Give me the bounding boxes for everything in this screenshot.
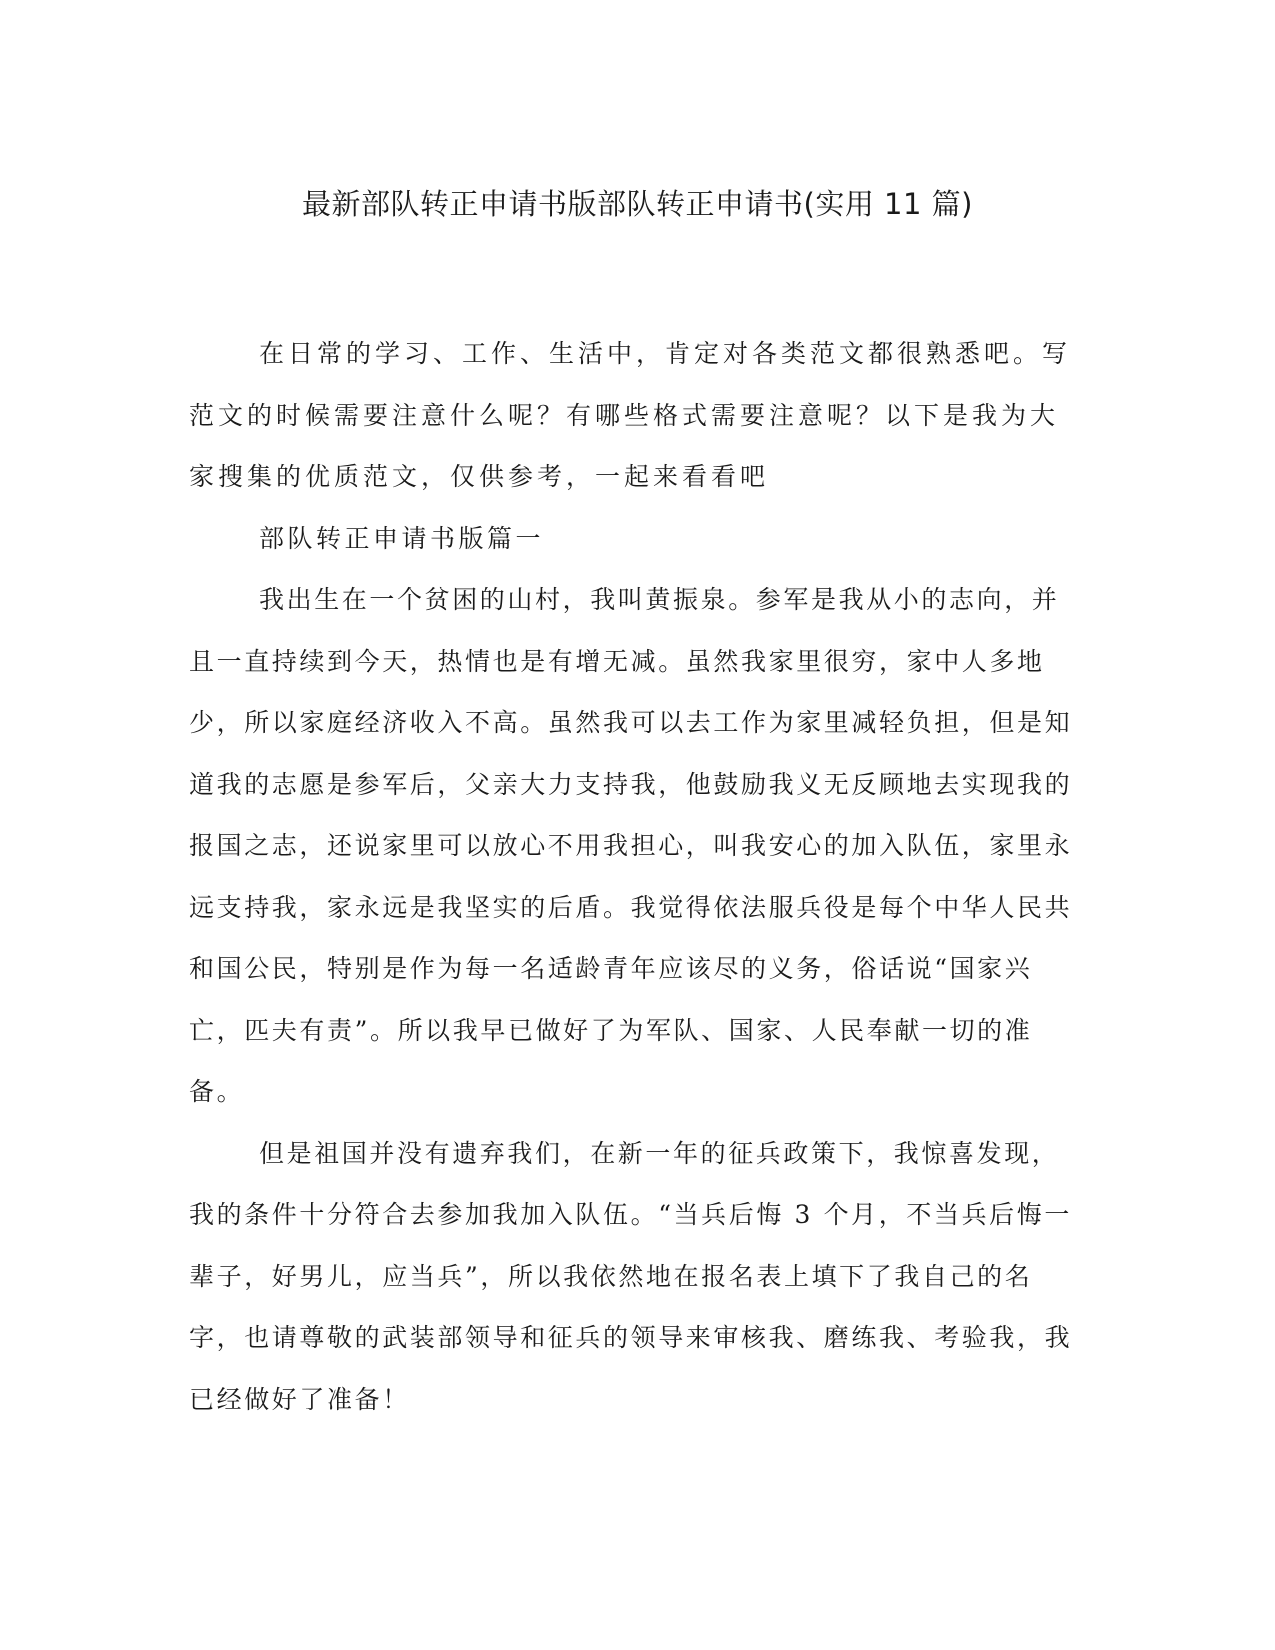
body-paragraph-1: 我出生在一个贫困的山村，我叫黄振泉。参军是我从小的志向，并且一直持续到今天，热情也是有增无减。虽然我家里很穷，家中人多地少，所以家庭经济收入不高。虽然我可以去工作为家里减轻负担，但是知道我的志愿是参军后，父亲大力支持我，他鼓励我义无反顾地去实现我的报国之志，还说家里可以放心不用我担心，叫我安心的加入队伍，家里永远支持我，家永远是我坚实的后盾。我觉得依法服兵役是每个中华人民共和国公民，特别是作为每一名适龄青年应该尽的义务，俗话说“国家兴亡，匹夫有责”。所以我早已做好了为军队、国家、人民奉献一切的准备。: [189, 585, 1073, 1106]
document-body: [189, 323, 1079, 1430]
section-heading: 部队转正申请书版篇一: [259, 523, 545, 553]
intro-paragraph: 在日常的学习、工作、生活中，肯定对各类范文都很熟悉吧。写范文的时候需要注意什么呢？有哪些格式需要注意呢？以下是我为大家搜集的优质范文，仅供参考，一起来看看吧: [189, 339, 1072, 491]
body-paragraph-2: 但是祖国并没有遗弃我们，在新一年的征兵政策下，我惊喜发现，我的条件十分符合去参加我加入队伍。“当兵后悔 3 个月，不当兵后悔一辈子，好男儿，应当兵”，所以我依然地在报名表上填下了我自己的名字，也请尊敬的武装部领导和征兵的领导来审核我、磨练我、考验我，我已经做好了准备！: [189, 1138, 1073, 1414]
document-title: 最新部队转正申请书版部队转正申请书(实用 11 篇): [302, 187, 973, 221]
